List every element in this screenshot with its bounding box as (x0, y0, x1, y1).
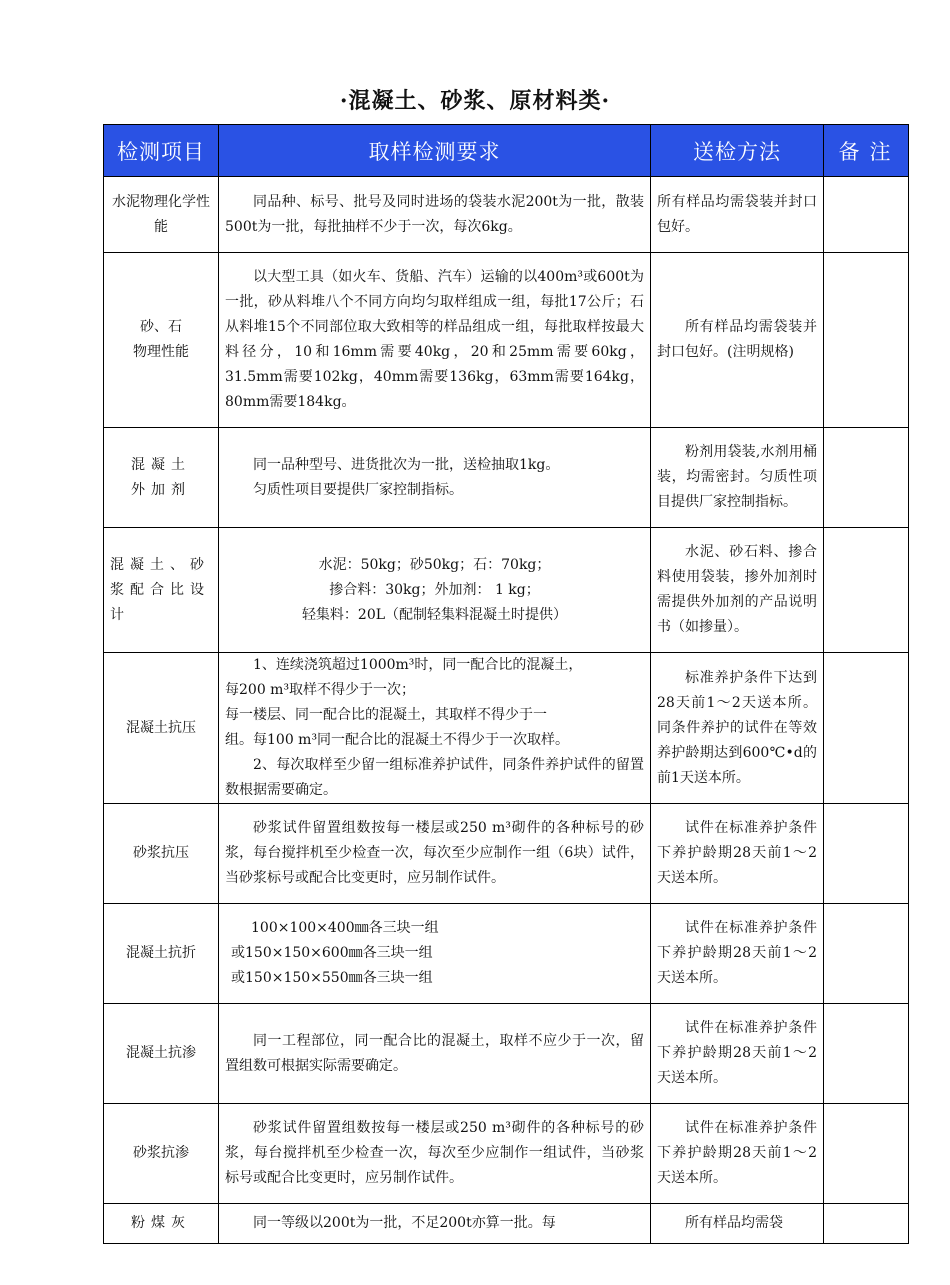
note-cell (824, 1204, 909, 1244)
method-text: 粉剂用袋装,水剂用桶装，均需密封。匀质性项目提供厂家控制指标。 (657, 444, 817, 510)
requirement-text: 100×100×400㎜各三块一组 (251, 920, 439, 936)
requirement-text: 匀质性项目要提供厂家控制指标。 (253, 481, 463, 498)
item-text: 砂浆抗压 (133, 845, 189, 861)
requirement-text: 掺合料：30kg；外加剂： 1 kg； (329, 581, 540, 598)
method-text: 所有样品均需袋装并封口包好。 (657, 193, 817, 235)
note-cell (824, 804, 909, 904)
item-cell (104, 1104, 219, 1204)
table-row (104, 653, 909, 804)
note-cell (824, 904, 909, 1004)
requirement-cell (219, 804, 651, 904)
testing-requirements-table (103, 124, 909, 1244)
requirement-cell (219, 1204, 651, 1244)
method-cell (651, 653, 824, 804)
item-text: 水泥物理化学性能 (112, 193, 210, 235)
note-cell (824, 253, 909, 428)
requirement-text: 同品种、标号、批号及同时进场的袋装水泥200t为一批，散装500t为一批，每批抽样不少于一次，每次6kg。 (225, 193, 644, 235)
requirement-text: 每一楼层、同一配合比的混凝土，其取样不得少于一 (225, 707, 547, 723)
method-cell (651, 1104, 824, 1204)
item-text: 混凝土、砂浆配合比设计 (110, 556, 210, 623)
table-header-row (104, 125, 909, 177)
requirement-cell (219, 428, 651, 528)
method-cell (651, 428, 824, 528)
header-note: 备注 (824, 125, 909, 177)
method-text: 试件在标准养护条件下养护龄期28天前1～2天送本所。 (657, 920, 817, 986)
requirement-text: 或150×150×600㎜各三块一组 (231, 945, 433, 961)
method-cell (651, 528, 824, 653)
item-cell (104, 528, 219, 653)
method-text: 水泥、砂石料、掺合料使用袋装，掺外加剂时需提供外加剂的产品说明书（如掺量）。 (657, 544, 817, 635)
table-row (104, 804, 909, 904)
requirement-text: 水泥：50kg；砂50kg；石：70kg； (318, 556, 551, 573)
note-cell (824, 528, 909, 653)
requirement-text: 或150×150×550㎜各三块一组 (231, 970, 433, 986)
method-text: 试件在标准养护条件下养护龄期28天前1～2天送本所。 (657, 1020, 817, 1086)
item-text: 混凝土 (131, 456, 191, 473)
item-text: 外加剂 (131, 481, 191, 498)
table-row (104, 1004, 909, 1104)
method-cell (651, 253, 824, 428)
item-text: 物理性能 (133, 344, 189, 360)
method-cell (651, 177, 824, 253)
requirement-cell (219, 904, 651, 1004)
table-row (104, 428, 909, 528)
item-cell (104, 804, 219, 904)
requirement-text: 同一工程部位，同一配合比的混凝土，取样不应少于一次，留置组数可根据实际需要确定。 (225, 1032, 644, 1074)
requirement-cell (219, 1004, 651, 1104)
item-cell (104, 1204, 219, 1244)
requirement-cell (219, 528, 651, 653)
table-row (104, 253, 909, 428)
note-cell (824, 1104, 909, 1204)
item-cell (104, 177, 219, 253)
method-text: 试件在标准养护条件下养护龄期28天前1～2天送本所。 (657, 1120, 817, 1186)
item-cell (104, 428, 219, 528)
item-cell (104, 1004, 219, 1104)
item-text: 混凝土抗压 (126, 719, 196, 736)
table-row (104, 528, 909, 653)
item-text: 砂、石 (140, 319, 182, 335)
requirement-text: 每200 m³取样不得少于一次； (225, 682, 416, 698)
requirement-text: 1、连续浇筑超过1000m³时，同一配合比的混凝土， (253, 657, 583, 673)
note-cell (824, 1004, 909, 1104)
requirement-text: 同一等级以200t为一批，不足200t亦算一批。每 (253, 1215, 556, 1231)
header-item: 检测项目 (104, 125, 219, 177)
method-cell (651, 1004, 824, 1104)
method-cell (651, 804, 824, 904)
method-text: 标准养护条件下达到28天前1～2天送本所。同条件养护的试件在等效养护龄期达到600℃•d的前1天送本所。 (657, 669, 817, 786)
method-text: 试件在标准养护条件下养护龄期28天前1～2天送本所。 (657, 820, 817, 886)
requirement-cell (219, 177, 651, 253)
item-text: 粉煤灰 (131, 1215, 191, 1231)
requirement-text: 2、每次取样至少留一组标准养护试件，同条件养护试件的留置数根据需要确定。 (225, 757, 644, 798)
requirement-text: 组。每100 m³同一配合比的混凝土不得少于一次取样。 (225, 732, 570, 748)
requirement-cell (219, 1104, 651, 1204)
item-cell (104, 904, 219, 1004)
note-cell (824, 177, 909, 253)
document-title: ·混凝土、砂浆、原材料类· (339, 88, 611, 114)
item-text: 混凝土抗渗 (126, 1045, 196, 1061)
note-cell (824, 653, 909, 804)
method-text: 所有样品均需袋 (685, 1215, 783, 1231)
requirement-text: 砂浆试件留置组数按每一楼层或250 m³砌件的各种标号的砂浆，每台搅拌机至少检查一次，每次至少应制作一组试件，当砂浆标号或配合比变更时，应另制作试件。 (225, 1120, 644, 1186)
table-row (104, 1104, 909, 1204)
header-requirement: 取样检测要求 (219, 125, 651, 177)
requirement-text: 同一品种型号、进货批次为一批，送检抽取1kg。 (253, 456, 560, 473)
item-text: 混凝土抗折 (126, 945, 196, 961)
requirement-cell (219, 253, 651, 428)
requirement-text: 轻集料：20L（配制轻集料混凝土时提供） (301, 606, 568, 623)
item-cell (104, 653, 219, 804)
header-method: 送检方法 (651, 125, 824, 177)
table-row (104, 904, 909, 1004)
note-cell (824, 428, 909, 528)
method-cell (651, 904, 824, 1004)
requirement-cell (219, 653, 651, 804)
requirement-text: 砂浆试件留置组数按每一楼层或250 m³砌件的各种标号的砂浆，每台搅拌机至少检查一次，每次至少应制作一组（6块）试件，当砂浆标号或配合比变更时，应另制作试件。 (225, 820, 644, 886)
method-cell (651, 1204, 824, 1244)
requirement-text: 以大型工具（如火车、货船、汽车）运输的以400m³或600t为一批，砂从料堆八个不同方向均匀取样组成一组，每批17公斤；石从料堆15个不同部位取大致相等的样品组成一组，每批取样按最大料径分，10和16mm需要40kg，20和25mm需要60kg，31.5mm需要102kg，40mm需要136kg，63mm需要164kg，80mm需要184kg。 (225, 269, 644, 410)
item-text: 砂浆抗渗 (133, 1145, 189, 1161)
method-text: 所有样品均需袋装并封口包好。(注明规格) (657, 319, 817, 360)
item-cell (104, 253, 219, 428)
table-row (104, 1204, 909, 1244)
table-row (104, 177, 909, 253)
